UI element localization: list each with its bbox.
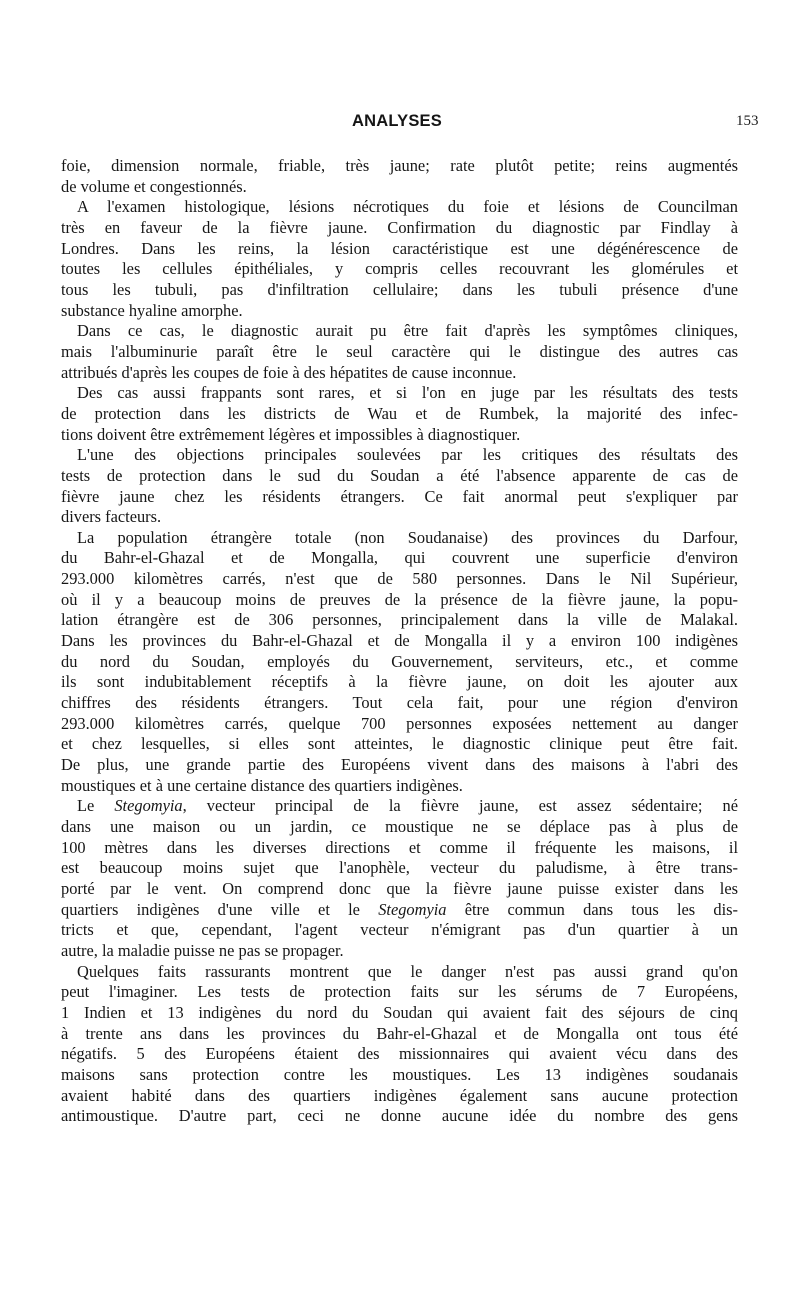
text-run: quartiers indigènes d'une ville et le xyxy=(61,899,379,919)
text-line: antimoustique. D'autre part, ceci ne donne aucune idée du nombre des gens xyxy=(61,1106,738,1126)
text-line: lation étrangère est de 306 personnes, principalement dans la ville de Malakal. xyxy=(61,610,738,630)
text-line: porté par le vent. On comprend donc que la fièvre jaune puisse exister dans les xyxy=(61,878,738,898)
text-line: Dans ce cas, le diagnostic aurait pu être fait d'après les symptômes cliniques, xyxy=(77,321,738,341)
text-line: tions doivent être extrêmement légères et impossibles à diagnostiquer. xyxy=(61,424,521,444)
text-line: attribués d'après les coupes de foie à des hépatites de cause inconnue. xyxy=(61,362,517,382)
text-line: 1 Indien et 13 indigènes du nord du Soudan qui avaient fait des séjours de cinq xyxy=(61,1002,738,1022)
text-line: 293.000 kilomètres carrés, n'est que de 580 personnes. Dans le Nil Supérieur, xyxy=(61,569,738,589)
text-run: être commun dans tous les dis- xyxy=(446,899,738,919)
text-line: ils sont indubitablement réceptifs à la fièvre jaune, on doit les ajouter aux xyxy=(61,672,738,692)
text-line: De plus, une grande partie des Européens vivent dans des maisons à l'abri des xyxy=(61,755,738,775)
text-line: où il y a beaucoup moins de preuves de la présence de la fièvre jaune, la popu- xyxy=(61,589,738,609)
text-line: divers facteurs. xyxy=(61,507,162,527)
text-line: très en faveur de la fièvre jaune. Confirmation du diagnostic par Findlay à xyxy=(61,217,738,237)
text-line: du Bahr-el-Ghazal et de Mongalla, qui couvrent une superficie d'environ xyxy=(61,548,738,568)
text-line: chiffres des résidents étrangers. Tout cela fait, pour une région d'environ xyxy=(61,693,738,713)
text-line: mais l'albuminurie paraît être le seul caractère qui le distingue des autres cas xyxy=(61,341,738,361)
text-line: tricts et que, cependant, l'agent vecteur n'émigrant pas d'un quartier à un xyxy=(61,920,738,940)
text-run: , vecteur principal de la fièvre jaune, est assez sédentaire; né xyxy=(182,796,738,816)
text-line: La population étrangère totale (non Soudanaise) des provinces du Darfour, xyxy=(77,527,738,547)
running-title: ANALYSES xyxy=(352,112,442,130)
text-line: Dans les provinces du Bahr-el-Ghazal et de Mongalla il y a environ 100 indigènes xyxy=(61,631,738,651)
italic-term-stegomyia: Stegomyia xyxy=(114,796,183,816)
text-line: fièvre jaune chez les résidents étrangers. Ce fait anormal peut s'expliquer par xyxy=(61,486,738,506)
text-line: L'une des objections principales soulevées par les critiques des résultats des xyxy=(77,445,738,465)
text-line: tests de protection dans le sud du Soudan a été l'absence apparente de cas de xyxy=(61,465,738,485)
text-line: Londres. Dans les reins, la lésion caractéristique est une dégénérescence de xyxy=(61,238,738,258)
text-line: 100 mètres dans les diverses directions et comme il fréquente les maisons, il xyxy=(61,837,738,857)
text-line: Des cas aussi frappants sont rares, et si l'on en juge par les résultats des tests xyxy=(77,383,738,403)
text-line: à trente ans dans les provinces du Bahr-el-Ghazal et de Mongalla ont tous été xyxy=(61,1023,738,1043)
text-line: tous les tubuli, pas d'infiltration cellulaire; dans les tubuli présence d'une xyxy=(61,279,738,299)
body-text xyxy=(61,156,738,1127)
text-line: Quelques faits rassurants montrent que le danger n'est pas aussi grand qu'on xyxy=(77,961,738,981)
text-line: peut l'imaginer. Les tests de protection faits sur les sérums de 7 Européens, xyxy=(61,982,738,1002)
text-line: autre, la maladie puisse ne pas se propager. xyxy=(61,940,344,960)
text-line: foie, dimension normale, friable, très jaune; rate plutôt petite; reins augmentés xyxy=(61,156,738,175)
text-run: Le xyxy=(77,796,115,816)
text-line: dans une maison ou un jardin, ce moustique ne se déplace pas à plus de xyxy=(61,817,738,836)
text-line: moustiques et à une certaine distance des quartiers indigènes. xyxy=(61,775,463,795)
text-line: maisons sans protection contre les moustiques. Les 13 indigènes soudanais xyxy=(61,1064,738,1084)
text-line: de volume et congestionnés. xyxy=(61,176,247,196)
text-line: A l'examen histologique, lésions nécrotiques du foie et lésions de Councilman xyxy=(77,197,738,217)
page-number: 153 xyxy=(736,113,759,129)
text-line: du nord du Soudan, employés du Gouvernement, serviteurs, etc., et comme xyxy=(61,651,738,671)
text-line: substance hyaline amorphe. xyxy=(61,300,243,320)
text-line xyxy=(61,900,738,921)
text-line: négatifs. 5 des Européens étaient des missionnaires qui avaient vécu dans des xyxy=(61,1044,738,1064)
text-line: 293.000 kilomètres carrés, quelque 700 personnes exposées nettement au danger xyxy=(61,713,738,733)
page-header xyxy=(0,112,800,136)
text-line xyxy=(61,796,738,817)
text-line: avaient habité dans des quartiers indigènes également sans aucune protection xyxy=(61,1085,738,1105)
text-line: toutes les cellules épithéliales, y compris celles recouvrant les glomérules et xyxy=(61,259,738,279)
text-line: est beaucoup moins sujet que l'anophèle, vecteur du paludisme, à être trans- xyxy=(61,858,738,878)
text-line: de protection dans les districts de Wau et de Rumbek, la majorité des infec- xyxy=(61,403,738,423)
italic-term-stegomyia: Stegomyia xyxy=(378,899,447,919)
text-line: et chez lesquelles, si elles sont atteintes, le diagnostic clinique peut être fait. xyxy=(61,734,738,754)
